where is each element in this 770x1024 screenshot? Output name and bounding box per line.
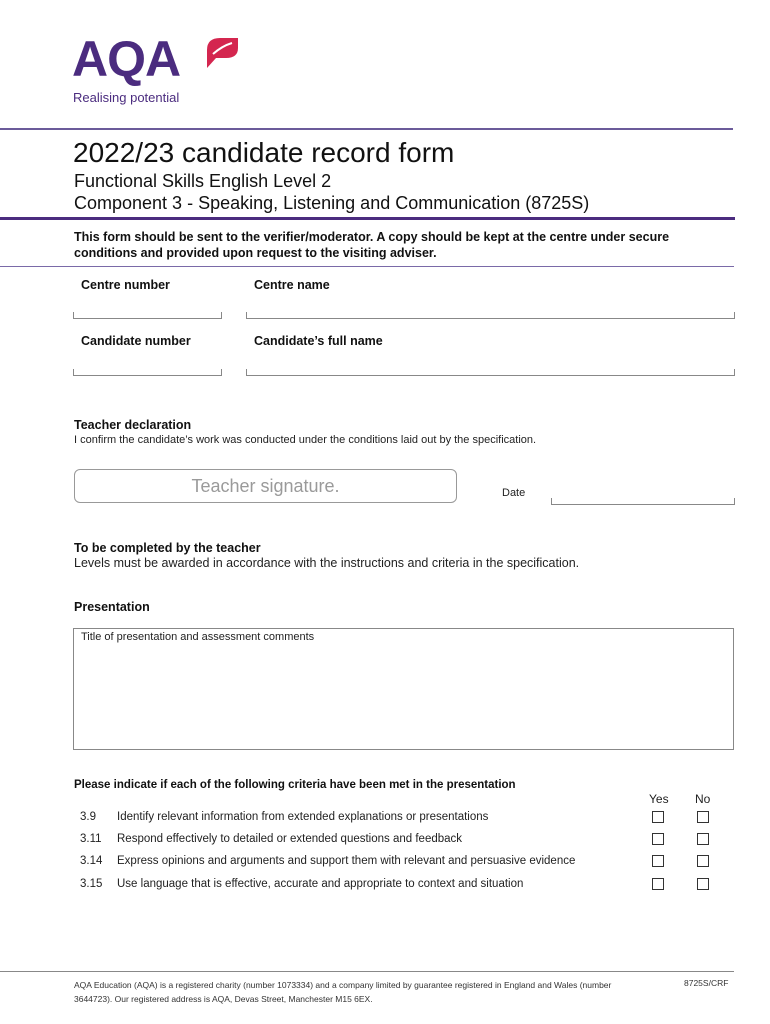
criterion-number: 3.14 bbox=[80, 855, 103, 867]
no-column-header: No bbox=[695, 792, 711, 806]
criterion-no-checkbox[interactable] bbox=[697, 878, 709, 890]
form-code: 8725S/CRF bbox=[684, 978, 729, 988]
candidate-name-label: Candidate’s full name bbox=[254, 334, 383, 348]
candidate-number-field[interactable] bbox=[73, 369, 222, 376]
criterion-yes-checkbox[interactable] bbox=[652, 811, 664, 823]
criterion-yes-checkbox[interactable] bbox=[652, 855, 664, 867]
centre-name-field[interactable] bbox=[246, 312, 735, 319]
criteria-heading: Please indicate if each of the following criteria have been met in the presentation bbox=[74, 779, 516, 791]
criterion-number: 3.15 bbox=[80, 878, 103, 890]
intro-divider bbox=[0, 266, 734, 267]
declaration-heading: Teacher declaration bbox=[74, 418, 192, 432]
teacher-signature-field[interactable]: Teacher signature. bbox=[74, 469, 457, 503]
presentation-heading: Presentation bbox=[74, 600, 150, 614]
form-subtitle-qualification: Functional Skills English Level 2 bbox=[74, 171, 332, 191]
teacher-section-text: Levels must be awarded in accordance with the instructions and criteria in the specification. bbox=[74, 556, 580, 570]
logo-wordmark: AQA bbox=[72, 31, 181, 87]
criterion-no-checkbox[interactable] bbox=[697, 855, 709, 867]
form-instructions: This form should be sent to the verifier/moderator. A copy should be kept at the centre under secure conditions and provided upon request to the visiting adviser. bbox=[74, 230, 670, 260]
criterion-yes-checkbox[interactable] bbox=[652, 878, 664, 890]
criterion-no-checkbox[interactable] bbox=[697, 811, 709, 823]
criterion-text: Respond effectively to detailed or extended questions and feedback bbox=[117, 833, 463, 845]
criterion-yes-checkbox[interactable] bbox=[652, 833, 664, 845]
footer-divider bbox=[0, 971, 734, 972]
candidate-number-label: Candidate number bbox=[81, 334, 191, 348]
aqa-logo bbox=[72, 31, 272, 114]
criterion-text: Use language that is effective, accurate and appropriate to context and situation bbox=[117, 878, 524, 890]
candidate-name-field[interactable] bbox=[246, 369, 735, 376]
criterion-number: 3.9 bbox=[80, 811, 96, 823]
presentation-comments-box[interactable] bbox=[73, 628, 734, 750]
date-field[interactable] bbox=[551, 498, 735, 505]
logo-tagline: Realising potential bbox=[73, 90, 180, 105]
centre-number-field[interactable] bbox=[73, 312, 222, 319]
date-label: Date bbox=[502, 487, 526, 499]
footer-legal-text: AQA Education (AQA) is a registered charity (number 1073334) and a company limited by guarantee registered in England and Wales (number 3644723). Our registered address is AQA, Devas Street, Manchester M15 6EX. bbox=[74, 980, 612, 1004]
centre-number-label: Centre number bbox=[81, 278, 170, 292]
presentation-box-label: Title of presentation and assessment comments bbox=[81, 631, 315, 643]
teacher-section-heading: To be completed by the teacher bbox=[74, 541, 261, 555]
form-subtitle-component: Component 3 - Speaking, Listening and Communication (8725S) bbox=[74, 193, 590, 213]
criterion-text: Identify relevant information from extended explanations or presentations bbox=[117, 811, 489, 823]
form-title: 2022/23 candidate record form bbox=[73, 137, 455, 168]
criterion-no-checkbox[interactable] bbox=[697, 833, 709, 845]
declaration-text: I confirm the candidate’s work was conducted under the conditions laid out by the specification. bbox=[74, 434, 537, 446]
logo-leaf-icon bbox=[204, 34, 240, 70]
centre-name-label: Centre name bbox=[254, 278, 330, 292]
criterion-number: 3.11 bbox=[80, 833, 102, 845]
yes-column-header: Yes bbox=[649, 792, 669, 806]
title-divider bbox=[0, 217, 735, 220]
header-divider bbox=[0, 128, 733, 130]
criterion-text: Express opinions and arguments and support them with relevant and persuasive evidence bbox=[117, 855, 576, 867]
